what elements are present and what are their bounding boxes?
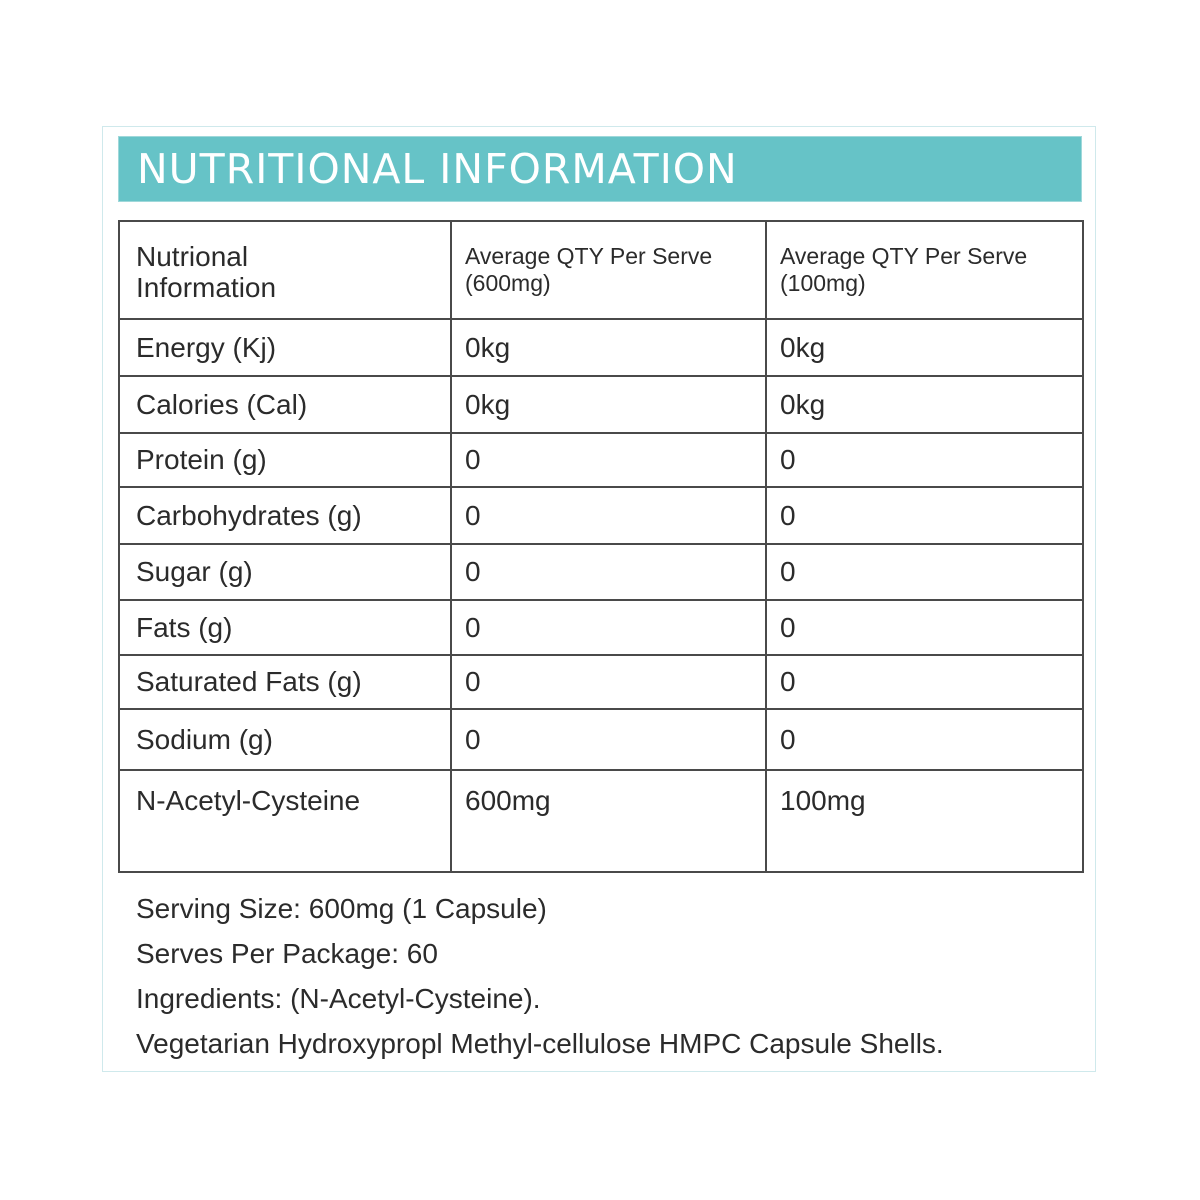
nutrient-cell: Energy (Kj) bbox=[119, 319, 451, 376]
product-notes bbox=[136, 886, 944, 1066]
header-nutrient-line-2: Information bbox=[136, 272, 277, 303]
serves-per-package-text: Serves Per Package: 60 bbox=[136, 938, 438, 969]
table-row bbox=[119, 655, 1083, 709]
nutrient-cell: Saturated Fats (g) bbox=[119, 655, 451, 709]
table-row bbox=[119, 376, 1083, 433]
value-100mg-cell: 0 bbox=[766, 433, 1083, 487]
header-per-600mg-line-1: Average QTY Per Serve bbox=[465, 243, 713, 269]
nutrient-cell: Fats (g) bbox=[119, 600, 451, 655]
serving-size-text: Serving Size: 600mg (1 Capsule) bbox=[136, 893, 547, 924]
header-per-100mg-line-2: (100mg) bbox=[780, 270, 866, 296]
table-row bbox=[119, 319, 1083, 376]
nutrient-cell: N-Acetyl-Cysteine bbox=[119, 770, 451, 872]
nutrition-table bbox=[118, 220, 1084, 873]
ingredients-text: Ingredients: (N-Acetyl-Cysteine). bbox=[136, 983, 541, 1014]
value-600mg-cell: 0 bbox=[451, 600, 766, 655]
header-per-100mg bbox=[766, 221, 1083, 319]
value-100mg-cell: 0 bbox=[766, 709, 1083, 770]
value-100mg-cell: 0 bbox=[766, 544, 1083, 600]
value-100mg-cell: 0kg bbox=[766, 319, 1083, 376]
value-100mg-cell: 0kg bbox=[766, 376, 1083, 433]
capsule-shell-text: Vegetarian Hydroxypropl Methyl-cellulose HMPC Capsule Shells. bbox=[136, 1028, 944, 1059]
header-nutrient-line-1: Nutrional bbox=[136, 241, 249, 272]
nutrient-cell: Sugar (g) bbox=[119, 544, 451, 600]
title-banner bbox=[118, 136, 1082, 202]
header-per-600mg-line-2: (600mg) bbox=[465, 270, 551, 296]
value-600mg-cell: 600mg bbox=[451, 770, 766, 872]
value-100mg-cell: 0 bbox=[766, 487, 1083, 544]
table-row bbox=[119, 487, 1083, 544]
value-100mg-cell: 0 bbox=[766, 600, 1083, 655]
header-per-600mg bbox=[451, 221, 766, 319]
value-600mg-cell: 0 bbox=[451, 655, 766, 709]
table-row bbox=[119, 709, 1083, 770]
value-600mg-cell: 0kg bbox=[451, 319, 766, 376]
header-nutrient bbox=[119, 221, 451, 319]
page-title: NUTRITIONAL INFORMATION bbox=[137, 145, 738, 193]
nutrient-cell: Sodium (g) bbox=[119, 709, 451, 770]
value-600mg-cell: 0 bbox=[451, 709, 766, 770]
value-600mg-cell: 0 bbox=[451, 544, 766, 600]
value-600mg-cell: 0kg bbox=[451, 376, 766, 433]
value-600mg-cell: 0 bbox=[451, 487, 766, 544]
table-row bbox=[119, 544, 1083, 600]
value-600mg-cell: 0 bbox=[451, 433, 766, 487]
table-header-row bbox=[119, 221, 1083, 319]
value-100mg-cell: 100mg bbox=[766, 770, 1083, 872]
table-row bbox=[119, 433, 1083, 487]
nutrient-cell: Carbohydrates (g) bbox=[119, 487, 451, 544]
value-100mg-cell: 0 bbox=[766, 655, 1083, 709]
header-per-100mg-line-1: Average QTY Per Serve bbox=[780, 243, 1028, 269]
table-row bbox=[119, 770, 1083, 872]
table-row bbox=[119, 600, 1083, 655]
nutrient-cell: Protein (g) bbox=[119, 433, 451, 487]
nutrient-cell: Calories (Cal) bbox=[119, 376, 451, 433]
